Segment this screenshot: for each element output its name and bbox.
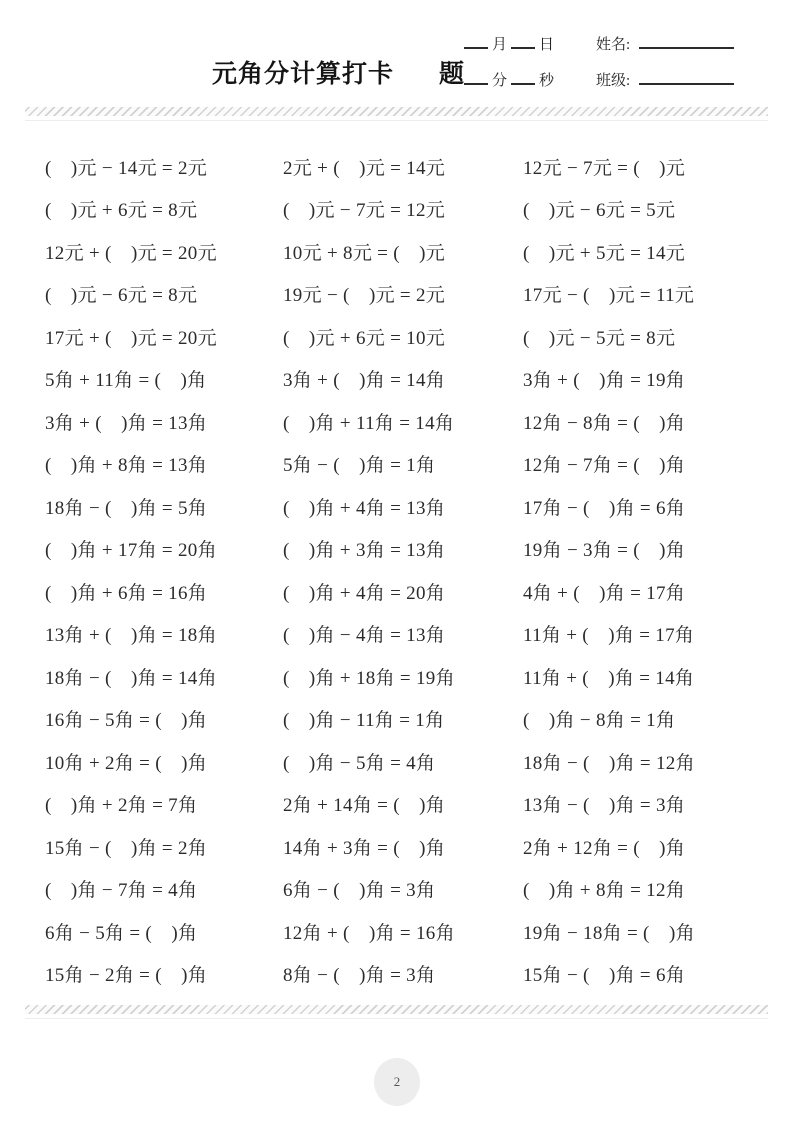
month-blank-field[interactable] bbox=[464, 33, 488, 49]
problem-item: ( )角 − 4角 = 13角 bbox=[283, 625, 446, 647]
problem-item: 12元 − 7元 = ( )元 bbox=[523, 157, 686, 179]
problem-item: ( )元 + 6元 = 10元 bbox=[283, 327, 446, 349]
problem-item: 18角 − ( )角 = 5角 bbox=[45, 497, 208, 519]
month-label: 月 bbox=[492, 37, 508, 53]
page-number: 2 bbox=[393, 1074, 401, 1089]
problem-item: 3角 + ( )角 = 13角 bbox=[45, 412, 208, 434]
problem-item: 17元 + ( )元 = 20元 bbox=[45, 327, 217, 349]
problem-item: 4角 + ( )角 = 17角 bbox=[523, 582, 686, 604]
problem-item: 17元 − ( )元 = 11元 bbox=[523, 285, 695, 307]
problem-item: 17角 − ( )角 = 6角 bbox=[523, 497, 686, 519]
problem-item: 3角 + ( )角 = 14角 bbox=[283, 370, 446, 392]
problem-item: 18角 − ( )角 = 14角 bbox=[45, 667, 217, 689]
problem-item: 6角 − ( )角 = 3角 bbox=[283, 880, 436, 902]
problem-item: 2角 + 12角 = ( )角 bbox=[523, 837, 686, 859]
problem-item: ( )角 + 18角 = 19角 bbox=[283, 667, 455, 689]
problem-column bbox=[45, 145, 283, 995]
problem-item: ( )角 + 8角 = 13角 bbox=[45, 455, 208, 477]
problem-item: 15角 − ( )角 = 6角 bbox=[523, 965, 686, 987]
problem-item: 3角 + ( )角 = 19角 bbox=[523, 370, 686, 392]
problem-item: ( )角 + 6角 = 16角 bbox=[45, 582, 208, 604]
problem-item: 11角 + ( )角 = 17角 bbox=[523, 625, 695, 647]
problem-item: 12角 − 8角 = ( )角 bbox=[523, 412, 686, 434]
problem-item: 13角 − ( )角 = 3角 bbox=[523, 795, 686, 817]
class-blank-field[interactable] bbox=[639, 69, 734, 85]
class-label: 班级: bbox=[596, 73, 631, 89]
day-label: 日 bbox=[539, 37, 555, 53]
problems-grid bbox=[45, 145, 775, 995]
bottom-hatched-divider bbox=[25, 1005, 768, 1014]
problem-item: 15角 − 2角 = ( )角 bbox=[45, 965, 208, 987]
problem-item: 5角 + 11角 = ( )角 bbox=[45, 370, 207, 392]
problem-item: 10元 + 8元 = ( )元 bbox=[283, 242, 446, 264]
second-blank-field[interactable] bbox=[511, 69, 535, 85]
problem-item: ( )元 + 5元 = 14元 bbox=[523, 242, 686, 264]
problem-item: 12角 + ( )角 = 16角 bbox=[283, 922, 455, 944]
minute-label: 分 bbox=[492, 73, 508, 89]
problem-item: ( )元 − 6元 = 8元 bbox=[45, 285, 198, 307]
page-number-badge bbox=[374, 1058, 420, 1106]
problem-item: ( )角 + 4角 = 13角 bbox=[283, 497, 446, 519]
problem-item: 12元 + ( )元 = 20元 bbox=[45, 242, 217, 264]
name-blank-field[interactable] bbox=[639, 33, 734, 49]
problem-item: 12角 − 7角 = ( )角 bbox=[523, 455, 686, 477]
problem-item: ( )角 + 2角 = 7角 bbox=[45, 795, 198, 817]
problem-item: 19角 − 18角 = ( )角 bbox=[523, 922, 695, 944]
problem-item: ( )角 + 4角 = 20角 bbox=[283, 582, 446, 604]
problem-item: 15角 − ( )角 = 2角 bbox=[45, 837, 208, 859]
problem-item: 2元 + ( )元 = 14元 bbox=[283, 157, 446, 179]
problem-item: ( )角 − 7角 = 4角 bbox=[45, 880, 198, 902]
problem-item: 8角 − ( )角 = 3角 bbox=[283, 965, 436, 987]
problem-item: ( )角 + 11角 = 14角 bbox=[283, 412, 455, 434]
problem-item: ( )角 − 11角 = 1角 bbox=[283, 710, 445, 732]
problem-item: ( )元 − 6元 = 5元 bbox=[523, 200, 676, 222]
problem-item: 10角 + 2角 = ( )角 bbox=[45, 752, 208, 774]
problem-item: 16角 − 5角 = ( )角 bbox=[45, 710, 208, 732]
header-date-name-row bbox=[464, 33, 734, 54]
problem-item: ( )角 + 8角 = 12角 bbox=[523, 880, 686, 902]
day-blank-field[interactable] bbox=[511, 33, 535, 49]
problem-item: 11角 + ( )角 = 14角 bbox=[523, 667, 695, 689]
worksheet-title-row bbox=[212, 54, 465, 90]
problem-item: 18角 − ( )角 = 12角 bbox=[523, 752, 695, 774]
problem-item: ( )元 − 7元 = 12元 bbox=[283, 200, 446, 222]
minute-blank-field[interactable] bbox=[464, 69, 488, 85]
problem-item: 6角 − 5角 = ( )角 bbox=[45, 922, 198, 944]
problem-item: 13角 + ( )角 = 18角 bbox=[45, 625, 217, 647]
problem-item: 19角 − 3角 = ( )角 bbox=[523, 540, 686, 562]
page-title-suffix: 题 bbox=[439, 60, 466, 88]
problem-item: ( )角 − 8角 = 1角 bbox=[523, 710, 676, 732]
problem-item: 2角 + 14角 = ( )角 bbox=[283, 795, 446, 817]
problem-item: ( )元 − 14元 = 2元 bbox=[45, 157, 208, 179]
problem-item: ( )角 − 5角 = 4角 bbox=[283, 752, 436, 774]
second-label: 秒 bbox=[539, 73, 555, 89]
problem-column bbox=[283, 145, 523, 995]
problem-item: ( )元 + 6元 = 8元 bbox=[45, 200, 198, 222]
problem-item: 19元 − ( )元 = 2元 bbox=[283, 285, 446, 307]
problem-column bbox=[523, 145, 775, 995]
name-label: 姓名: bbox=[596, 37, 631, 53]
problem-item: 14角 + 3角 = ( )角 bbox=[283, 837, 446, 859]
problem-item: ( )角 + 17角 = 20角 bbox=[45, 540, 217, 562]
top-hatched-divider bbox=[25, 107, 768, 116]
page-title: 元角分计算打卡 bbox=[212, 60, 395, 88]
problem-item: ( )元 − 5元 = 8元 bbox=[523, 327, 676, 349]
header-time-class-row bbox=[464, 69, 734, 90]
problem-item: 5角 − ( )角 = 1角 bbox=[283, 455, 436, 477]
problem-item: ( )角 + 3角 = 13角 bbox=[283, 540, 446, 562]
